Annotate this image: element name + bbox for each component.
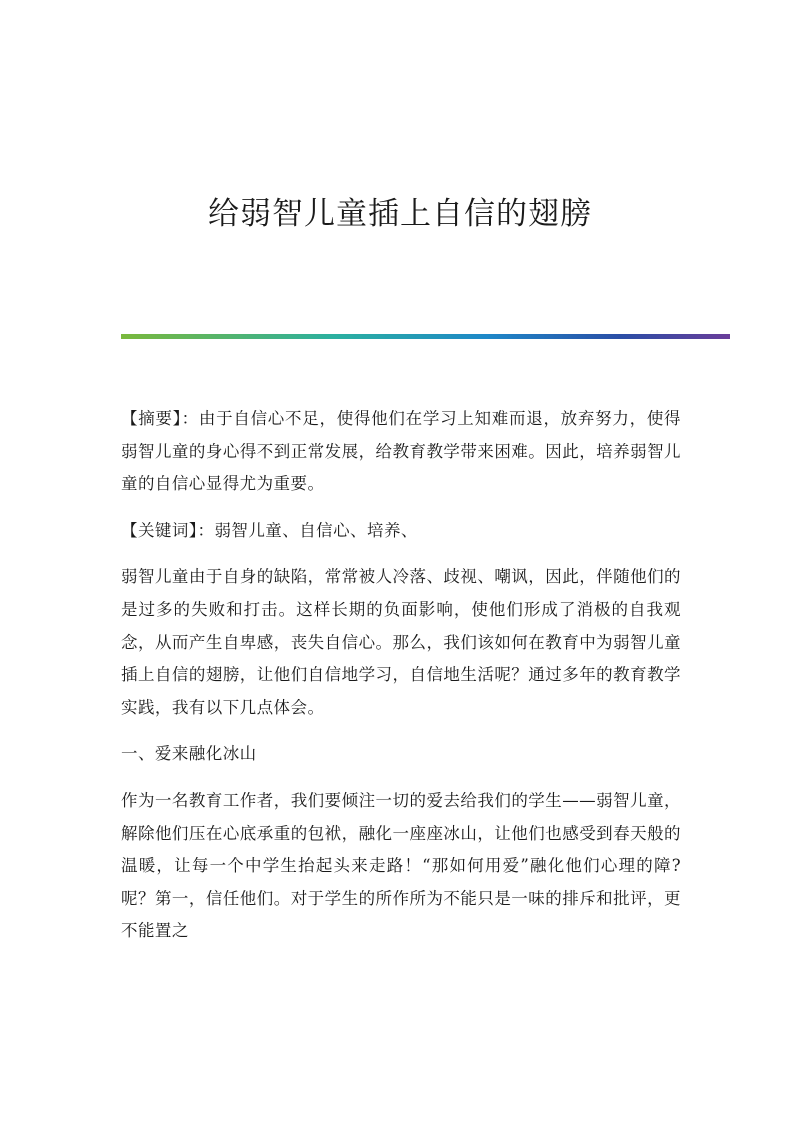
section-paragraph: 作为一名教育工作者，我们要倾注一切的爱去给我们的学生——弱智儿童，解除他们压在心底承重的包袱，融化一座座冰山，让他们也感受到春天般的温暖，让每一个中学生抬起头来走路！“那如何用爱”融化他们心理的障?呢？第一，信任他们。对于学生的所作所为不能只是一味的排斥和批评，更不能置之 (121, 790, 681, 941)
keywords-paragraph: 【关键词】：弱智儿童、自信心、培养、 (121, 520, 418, 540)
document-title: 给弱智儿童插上自信的翅膀 (208, 196, 592, 232)
section-heading: 一、爱来融化冰山 (121, 744, 257, 764)
intro-paragraph: 弱智儿童由于自身的缺陷，常常被人冷落、歧视、嘲讽，因此，伴随他们的是过多的失败和打击。这样长期的负面影响，使他们形成了消极的自我观念，从而产生自卑感，丧失自信心。那么，我们该如何在教育中为弱智儿童插上自信的翅膀，让他们自信地学习，自信地生活呢？通过多年的教育教学实践，我有以下几点体会。 (121, 567, 681, 717)
title-divider (121, 334, 730, 339)
document-body (121, 403, 681, 948)
abstract-paragraph: 【摘要】：由于自信心不足，使得他们在学习上知难而退，放弃努力，使得弱智儿童的身心得不到正常发展，给教育教学带来困难。因此，培养弱智儿童的自信心显得尤为重要。 (121, 409, 681, 494)
